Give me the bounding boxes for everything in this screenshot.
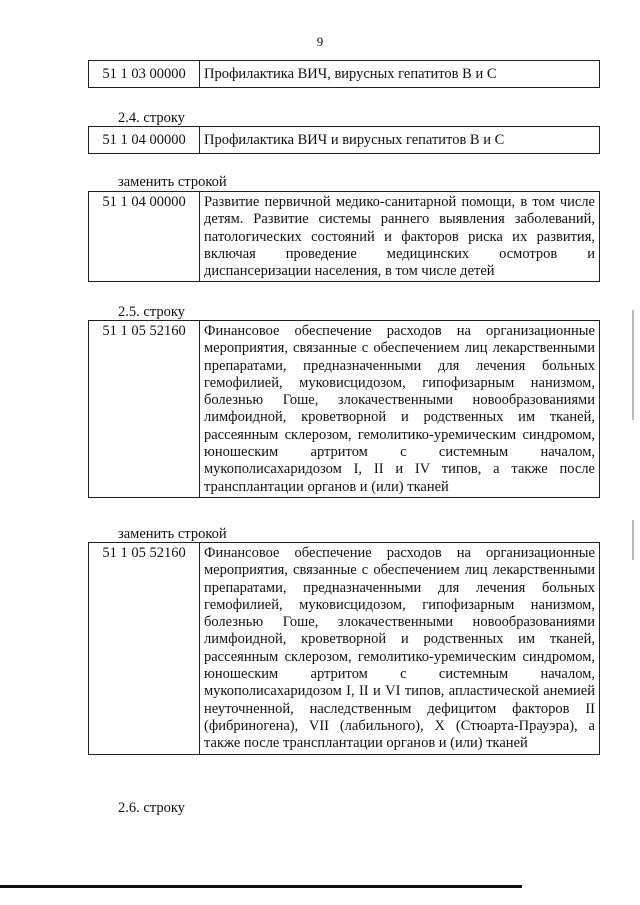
- table-row-51-1-05-new: [88, 542, 600, 755]
- scan-margin-mark: [632, 520, 634, 560]
- row-code: 51 1 04 00000: [89, 127, 200, 154]
- table-row-51-1-03: [88, 60, 600, 88]
- row-text: Профилактика ВИЧ и вирусных гепатитов В и С: [200, 127, 600, 154]
- table-row-51-1-05-old: [88, 320, 600, 498]
- row-text: Финансовое обеспечение расходов на организационные мероприятия, связанные с обеспечением лиц лекарственными препаратами, предназначенными для лечения больных гемофилией, муковисцидозом, гипофизарным нанизмом, болезнью Гоше, злокачественными новообразованиями лимфоидной, кроветворной и родственных им тканей, рассеянным склерозом, гемолитико-уремическим синдромом, юношеским артритом с системным началом, мукополисахаридозом I, II и IV типов, а также после трансплантации органов и (или) тканей: [200, 321, 600, 498]
- section-label-2-6: 2.6. строку: [118, 800, 185, 816]
- section-label-2-5: 2.5. строку: [118, 304, 185, 320]
- row-text: Развитие первичной медико-санитарной помощи, в том числе детям. Развитие системы раннего выявления заболеваний, патологических состояний и факторов риска их развития, включая проведение медицинских осмотров и диспансеризации населения, в том числе детей: [200, 192, 600, 282]
- table-row-51-1-04-old: [88, 126, 600, 154]
- section-label-2-4: 2.4. строку: [118, 110, 185, 126]
- row-text: Профилактика ВИЧ, вирусных гепатитов В и С: [200, 61, 600, 88]
- row-code: 51 1 05 52160: [89, 543, 200, 755]
- scan-edge-bar: [0, 885, 522, 888]
- row-code: 51 1 04 00000: [89, 192, 200, 282]
- row-code: 51 1 03 00000: [89, 61, 200, 88]
- row-code: 51 1 05 52160: [89, 321, 200, 498]
- replace-label: заменить строкой: [118, 526, 227, 542]
- row-text: Финансовое обеспечение расходов на организационные мероприятия, связанные с обеспечением лиц лекарственными препаратами, предназначенными для лечения больных гемофилией, муковисцидозом, гипофизарным нанизмом, болезнью Гоше, злокачественными новообразованиями лимфоидной, кроветворной и родственных им тканей, рассеянным склерозом, гемолитико-уремическим синдромом, юношеским артритом с системным началом, мукополисахаридозом I, II и VI типов, апластической анемией неуточненной, наследственным дефицитом факторов II (фибриногена), VII (лабильного), X (Стюарта-Прауэра), а также после трансплантации органов и (или) тканей: [200, 543, 600, 755]
- scan-margin-mark: [632, 310, 634, 420]
- replace-label: заменить строкой: [118, 174, 227, 190]
- table-row-51-1-04-new: [88, 191, 600, 282]
- page-number: 9: [316, 34, 324, 49]
